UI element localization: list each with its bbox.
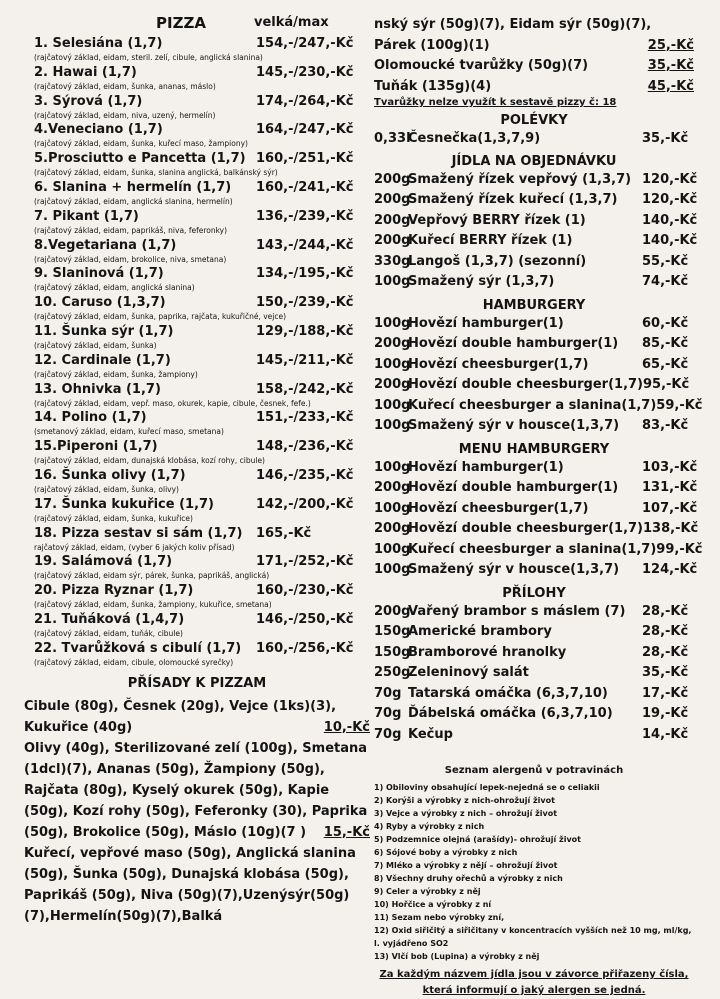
side-row	[374, 665, 694, 686]
pizza-price: 146,-/235,-Kč	[256, 467, 354, 483]
allergen-item: 2) Korýši a výrobky z nich-ohrožují život	[374, 796, 555, 805]
menu-burger-row	[374, 459, 698, 481]
menu-burger-name: Hovězí hamburger(1)	[408, 459, 564, 475]
order-title: JÍDLA NA OBJEDNÁVKU	[451, 153, 617, 169]
pizza-price: 146,-/250,-Kč	[256, 611, 354, 627]
pizza-ingredients: (rajčatový základ, eidam, vepř. maso, okurek, kapie, cibule, česnek, fefe.)	[34, 398, 311, 408]
side-name: Americké brambory	[408, 624, 552, 639]
pizza-ingredients: (rajčatový základ, eidam, šunka, žampiony, kukuřice, smetana)	[34, 600, 272, 610]
side-price: 35,-Kč	[642, 665, 689, 680]
pizza-title: PIZZA	[156, 14, 206, 32]
burger-price: 85,-Kč	[642, 336, 689, 351]
pizza-name: 11. Šunka sýr (1,7)	[34, 323, 174, 339]
pizza-item	[24, 122, 370, 151]
pizza-name: 21. Tuňáková (1,4,7)	[34, 611, 185, 627]
side-quantity: 70g	[374, 685, 402, 701]
pizza-line	[24, 180, 370, 197]
order-item-price: 140,-Kč	[642, 233, 698, 248]
additions-continued-text: nský sýr (50g)(7), Eidam sýr (50g)(7), Párek (100g)(1)	[374, 17, 652, 53]
menu-burger-price: 103,-Kč	[642, 459, 698, 475]
pizza-item	[24, 382, 370, 411]
pizza-ingredients: (rajčatový základ, eidam, anglická slanina)	[34, 283, 195, 293]
pizza-item	[24, 583, 370, 612]
additions-title: PŘÍSADY K PIZZAM	[127, 675, 267, 691]
menu-burger-price: 99,-Kč	[656, 541, 703, 557]
menu-burger-quantity: 100g	[374, 459, 411, 475]
sides-title: PŘÍLOHY	[502, 585, 566, 601]
side-price: 28,-Kč	[642, 624, 689, 639]
pizza-name: 2. Hawai (1,7)	[34, 64, 137, 80]
pizza-price: 165,-Kč	[256, 525, 312, 541]
pizza-name: 22. Tvarůžková s cibulí (1,7)	[34, 640, 242, 656]
tvaruzky-addition	[374, 56, 694, 77]
pizza-price: 151,-/233,-Kč	[256, 410, 354, 426]
additions-continued	[374, 14, 694, 56]
side-row	[374, 686, 694, 707]
side-row	[374, 706, 694, 727]
allergen-section	[374, 761, 694, 999]
pizza-line	[24, 151, 370, 168]
tuna-text: Tuňák (135g)(4)	[374, 78, 492, 94]
order-item-price: 74,-Kč	[642, 274, 689, 289]
pizza-ingredients: (rajčatový základ, eidam, dunajská klobása, kozí rohy, cibule)	[34, 456, 265, 466]
allergen-item: 12) Oxid siřičitý a siřičitany v koncentracích vyšších než 10 mg, ml/kg, l. vyjádřeno SO2	[374, 926, 692, 948]
pizza-item	[24, 526, 370, 555]
menu-burger-quantity: 100g	[374, 500, 411, 516]
pizza-line	[24, 36, 370, 53]
pizza-name: 14. Polino (1,7)	[34, 410, 147, 426]
pizza-name: 4.Veneciano (1,7)	[34, 122, 163, 138]
menu-burger-row	[374, 562, 698, 583]
pizza-line	[24, 583, 370, 600]
allergen-item: 1) Obiloviny obsahující lepek-nejedná se o celiakii	[374, 783, 600, 792]
pizza-line	[24, 238, 370, 255]
side-price: 17,-Kč	[642, 685, 689, 701]
menu-burger-quantity: 100g	[374, 562, 411, 577]
additions-group-3-text: Kuřecí, vepřové maso (50g), Anglická slanina (50g), Šunka (50g), Dunajská klobása (50g), Paprikáš (50g), Niva (50g)(7),Uzenýsýr(50g)(7),Hermelín(50g)(7),Balká	[24, 845, 356, 924]
order-item-quantity: 200g	[374, 212, 411, 228]
pizza-ingredients: (rajčatový základ, eidam, steril. zelí, cibule, anglická slanina)	[34, 53, 263, 62]
tvaruzky-text: Olomoucké tvarůžky (50g)(7)	[374, 58, 589, 73]
pizza-line	[24, 641, 370, 658]
menu-burger-list	[374, 459, 703, 583]
burger-quantity: 100g	[374, 315, 411, 331]
pizza-price: 136,-/239,-Kč	[256, 208, 354, 224]
additions-continued-price: 25,-Kč	[647, 38, 694, 53]
menu-burger-price: 124,-Kč	[642, 562, 698, 577]
allergen-item: 5) Podzemnice olejná (arašídy)- ohrožují život	[374, 835, 581, 844]
pizza-ingredients: (smetanový základ, eidam, kuřecí maso, smetana)	[34, 427, 224, 437]
tuna-price: 45,-Kč	[647, 78, 694, 94]
pizza-line	[24, 468, 370, 485]
pizza-ingredients: (rajčatový základ, eidam, šunka, kuřecí maso, žampiony)	[34, 139, 248, 149]
pizza-item	[24, 410, 370, 439]
burger-quantity: 200g	[374, 377, 411, 392]
pizza-name: 17. Šunka kukuřice (1,7)	[34, 496, 215, 512]
pizza-price: 164,-/247,-Kč	[256, 122, 354, 138]
pizza-name: 10. Caruso (1,3,7)	[34, 295, 166, 311]
allergen-item: 9) Celer a výrobky z něj	[374, 887, 481, 896]
soup-quantity: 0,33l	[374, 131, 411, 146]
tuna-addition	[374, 77, 694, 98]
pizza-line	[24, 612, 370, 629]
menu-burger-price: 131,-Kč	[642, 480, 698, 495]
pizza-name: 5.Prosciutto e Pancetta (1,7)	[34, 151, 246, 167]
pizza-item	[24, 36, 370, 65]
burger-price: 95,-Kč	[643, 377, 690, 392]
pizza-line	[24, 94, 370, 111]
menu-burger-name: Hovězí cheesburger(1,7)	[408, 500, 589, 516]
order-item-row	[374, 212, 698, 234]
pizza-name: 6. Slanina + hermelín (1,7)	[34, 179, 232, 195]
order-item-row	[374, 254, 694, 275]
order-item-quantity: 200g	[374, 192, 411, 207]
menu-burger-quantity: 100g	[374, 541, 411, 557]
pizza-line	[24, 410, 370, 427]
burger-row	[374, 316, 694, 337]
pizza-price: 148,-/236,-Kč	[256, 439, 354, 455]
soup-price: 35,-Kč	[642, 131, 689, 146]
right-column	[374, 0, 703, 999]
pizza-list	[24, 36, 370, 670]
pizza-price: 160,-/241,-Kč	[256, 179, 354, 195]
order-item-name: Smažený řízek vepřový (1,3,7)	[408, 171, 632, 187]
order-list	[374, 171, 698, 295]
order-item-price: 140,-Kč	[642, 212, 698, 228]
side-row	[374, 645, 694, 666]
pizza-item	[24, 238, 370, 267]
burger-quantity: 100g	[374, 356, 411, 372]
side-price: 19,-Kč	[642, 706, 689, 721]
side-row	[374, 727, 694, 748]
pizza-ingredients: (rajčatový základ, eidam, cibule, olomoucké syrečky)	[34, 657, 234, 667]
order-item-price: 55,-Kč	[642, 253, 689, 269]
pizza-price: 160,-/251,-Kč	[256, 151, 354, 167]
order-item-quantity: 200g	[374, 171, 411, 187]
menu-burger-quantity: 200g	[374, 480, 411, 495]
menu-burger-quantity: 200g	[374, 521, 411, 536]
burger-price: 59,-Kč	[656, 397, 703, 413]
allergen-item: 7) Mléko a výrobky z nějí – ohrožují život	[374, 861, 558, 870]
pizza-item	[24, 65, 370, 94]
allergen-item: 6) Sójové boby a výrobky z nich	[374, 848, 518, 857]
pizza-item	[24, 295, 370, 324]
pizza-name: 8.Vegetariana (1,7)	[34, 237, 177, 253]
burger-name: Hovězí double cheesburger(1,7)	[408, 377, 643, 392]
additions-group-1-price: 10,-Kč	[323, 719, 370, 735]
menu-burger-name: Hovězí double hamburger(1)	[408, 480, 619, 495]
burger-name: Smažený sýr v housce(1,3,7)	[408, 418, 620, 433]
additions-group-3	[24, 843, 370, 927]
pizza-item	[24, 94, 370, 123]
pizza-item	[24, 151, 370, 180]
pizza-ingredients: rajčatový základ, eidam, (vyber 6 jakých koliv přísad)	[34, 542, 235, 552]
pizza-item	[24, 612, 370, 641]
pizza-header	[24, 14, 370, 36]
pizza-item	[24, 497, 370, 526]
pizza-price: 154,-/247,-Kč	[256, 36, 354, 51]
burger-title: HAMBURGERY	[482, 297, 586, 313]
pizza-item	[24, 554, 370, 583]
pizza-ingredients: (rajčatový základ, eidam, šunka, olivy)	[34, 484, 179, 494]
pizza-item	[24, 468, 370, 497]
side-price: 28,-Kč	[642, 644, 689, 660]
pizza-line	[24, 353, 370, 370]
pizza-price: 174,-/264,-Kč	[256, 93, 354, 109]
menu-burger-name: Kuřecí cheesburger a slanina(1,7)	[408, 541, 657, 557]
pizza-ingredients: (rajčatový základ, eidam, šunka, paprika, rajčata, kukuřičné, vejce)	[34, 312, 287, 322]
side-price: 28,-Kč	[642, 603, 689, 619]
pizza-price: 160,-/256,-Kč	[256, 640, 354, 656]
order-item-price: 120,-Kč	[642, 192, 698, 207]
burger-row	[374, 336, 694, 357]
burger-name: Hovězí hamburger(1)	[408, 315, 564, 331]
pizza-name: 15.Piperoni (1,7)	[34, 439, 158, 455]
order-item-row	[374, 171, 698, 193]
side-quantity: 200g	[374, 603, 411, 619]
burger-row	[374, 397, 703, 419]
side-name: Bramborové hranolky	[408, 644, 567, 660]
pizza-name: 3. Sýrová (1,7)	[34, 93, 143, 109]
soup-row	[374, 131, 694, 152]
pizza-name: 7. Pikant (1,7)	[34, 208, 139, 224]
pizza-price: 171,-/252,-Kč	[256, 554, 354, 570]
pizza-item	[24, 266, 370, 295]
pizza-item	[24, 180, 370, 209]
pizza-line	[24, 497, 370, 514]
side-name: Ďábelská omáčka (6,3,7,10)	[408, 706, 613, 721]
pizza-name: 12. Cardinale (1,7)	[34, 352, 171, 368]
pizza-ingredients: (rajčatový základ, eidam, šunka, žampiony)	[34, 369, 198, 379]
pizza-ingredients: (rajčatový základ, eidam, brokolice, niva, smetana)	[34, 254, 227, 264]
burger-price: 83,-Kč	[642, 418, 689, 433]
burger-row	[374, 377, 694, 398]
soups-list	[374, 131, 694, 152]
order-item-price: 120,-Kč	[642, 171, 698, 187]
burger-price: 60,-Kč	[642, 315, 689, 331]
side-quantity: 70g	[374, 726, 402, 742]
order-item-name: Smažený sýr (1,3,7)	[408, 274, 555, 289]
side-row	[374, 604, 694, 625]
pizza-name: 13. Ohnivka (1,7)	[34, 381, 161, 397]
pizza-item	[24, 353, 370, 382]
pizza-price: 143,-/244,-Kč	[256, 237, 354, 253]
pizza-ingredients: (rajčatový základ, eidam, šunka, ananas, máslo)	[34, 81, 216, 91]
pizza-line	[24, 439, 370, 456]
pizza-ingredients: (rajčatový základ, eidam, niva, uzený, hermelín)	[34, 110, 216, 120]
tvaruzky-price: 35,-Kč	[647, 58, 694, 73]
pizza-name: 1. Selesiána (1,7)	[34, 36, 163, 51]
menu-burger-name: Smažený sýr v housce(1,3,7)	[408, 562, 620, 577]
pizza-line	[24, 209, 370, 226]
pizza-line	[24, 122, 370, 139]
pizza-ingredients: (rajčatový základ, eidam, šunka, kukuřice)	[34, 513, 193, 523]
pizza-line	[24, 526, 370, 543]
burger-name: Hovězí double hamburger(1)	[408, 336, 619, 351]
pizza-line	[24, 324, 370, 341]
menu-burger-row	[374, 480, 698, 501]
allergen-title: Seznam alergenů v potravinách	[444, 765, 624, 776]
pizza-note: Tvarůžky nelze využít k sestavě pizzy č: 18	[374, 97, 617, 108]
order-item-row	[374, 233, 698, 254]
pizza-item	[24, 209, 370, 238]
additions-group-2-price: 15,-Kč	[323, 824, 370, 840]
burger-name: Hovězí cheesburger(1,7)	[408, 356, 589, 372]
allergen-item: 13) Vlčí bob (Lupina) a výrobky z něj	[374, 952, 540, 961]
pizza-price: 160,-/230,-Kč	[256, 583, 354, 599]
order-item-name: Langoš (1,3,7) (sezonní)	[408, 253, 587, 269]
allergen-item: 3) Vejce a výrobky z nich – ohrožují život	[374, 809, 558, 818]
burger-quantity: 100g	[374, 397, 411, 413]
pizza-ingredients: (rajčatový základ, eidam, šunka)	[34, 340, 157, 350]
pizza-line	[24, 266, 370, 283]
additions-group-1-text: Cibule (80g), Česnek (20g), Vejce (1ks)(3), Kukuřice (40g)	[24, 698, 337, 735]
soups-title: POLÉVKY	[500, 113, 568, 128]
pizza-item	[24, 641, 370, 670]
order-item-quantity: 100g	[374, 274, 411, 289]
pizza-ingredients: (rajčatový základ, eidam, anglická slanina, hermelín)	[34, 196, 233, 206]
left-column	[24, 0, 370, 927]
side-quantity: 70g	[374, 706, 402, 721]
pizza-price: 129,-/188,-Kč	[256, 323, 354, 339]
side-quantity: 150g	[374, 624, 411, 639]
order-item-quantity: 330g	[374, 253, 411, 269]
pizza-ingredients: (rajčatový základ, eidam, paprikáš, niva, feferonky)	[34, 225, 228, 235]
pizza-line	[24, 382, 370, 399]
menu-burger-row	[374, 500, 698, 522]
pizza-price: 145,-/230,-Kč	[256, 64, 354, 80]
pizza-item	[24, 324, 370, 353]
order-item-row	[374, 274, 694, 295]
order-item-name: Smažený řízek kuřecí (1,3,7)	[408, 192, 618, 207]
soup-name: Česnečka(1,3,7,9)	[408, 131, 541, 146]
pizza-line	[24, 295, 370, 312]
order-item-name: Kuřecí BERRY řízek (1)	[408, 233, 573, 248]
side-quantity: 150g	[374, 644, 411, 660]
allergen-item: 8) Všechny druhy ořechů a výrobky z nich	[374, 874, 563, 883]
burger-list	[374, 315, 703, 439]
menu-burger-price: 107,-Kč	[642, 500, 698, 516]
burger-quantity: 100g	[374, 418, 411, 433]
additions-group-1	[24, 696, 370, 738]
side-name: Zeleninový salát	[408, 665, 529, 680]
pizza-item	[24, 439, 370, 468]
pizza-name: 19. Salámová (1,7)	[34, 554, 173, 570]
order-item-quantity: 200g	[374, 233, 411, 248]
allergen-item: 10) Hořčice a výrobky z ní	[374, 900, 492, 909]
pizza-line	[24, 65, 370, 82]
pizza-price: 145,-/211,-Kč	[256, 352, 354, 368]
pizza-price: 150,-/239,-Kč	[256, 295, 354, 311]
menu-burger-title: MENU HAMBURGERY	[458, 441, 610, 457]
allergen-item: 4) Ryby a výrobky z nich	[374, 822, 485, 831]
menu-burger-row	[374, 541, 703, 563]
burger-name: Kuřecí cheesburger a slanina(1,7)	[408, 397, 657, 413]
pizza-name: 20. Pizza Ryznar (1,7)	[34, 583, 194, 599]
pizza-name: 9. Slaninová (1,7)	[34, 266, 164, 282]
menu-burger-price: 138,-Kč	[643, 521, 699, 536]
order-item-row	[374, 192, 698, 213]
additions-group-2-text: Olivy (40g), Sterilizované zelí (100g), Smetana (1dcl)(7), Ananas (50g), Žampiony (50g), Rajčata (80g), Kyselý okurek (50g), Kapie (50g), Kozí rohy (50g), Feferonky (30), Paprika (50g), Brokolice (50g), Máslo (10g)(7 )	[24, 740, 368, 840]
allergen-footer-2: která informují o jaký alergen se jedná.	[422, 985, 646, 996]
menu-burger-row	[374, 521, 699, 542]
pizza-line	[24, 554, 370, 571]
sides-list	[374, 604, 694, 748]
side-name: Kečup	[408, 726, 453, 742]
side-quantity: 250g	[374, 665, 411, 680]
burger-row	[374, 357, 694, 378]
side-price: 14,-Kč	[642, 726, 689, 742]
pizza-name: 16. Šunka olivy (1,7)	[34, 467, 186, 483]
pizza-price: 134,-/195,-Kč	[256, 266, 354, 282]
order-item-name: Vepřový BERRY řízek (1)	[408, 212, 586, 228]
pizza-name: 18. Pizza sestav si sám (1,7)	[34, 525, 243, 541]
burger-quantity: 200g	[374, 336, 411, 351]
size-header: velká/max	[254, 15, 329, 30]
pizza-ingredients: (rajčatový základ, eidam sýr, párek, šunka, paprikáš, anglická)	[34, 571, 270, 581]
pizza-price: 158,-/242,-Kč	[256, 381, 354, 397]
side-name: Tatarská omáčka (6,3,7,10)	[408, 685, 608, 701]
allergen-item: 11) Sezam nebo výrobky zní,	[374, 913, 505, 922]
pizza-ingredients: (rajčatový základ, eidam, šunka, slanina anglická, balkánský sýr)	[34, 168, 278, 178]
side-row	[374, 624, 694, 645]
allergen-list	[374, 781, 694, 963]
additions-group-2	[24, 738, 370, 843]
pizza-ingredients: (rajčatový základ, eidam, tuňák, cibule)	[34, 628, 183, 638]
pizza-price: 142,-/200,-Kč	[256, 496, 354, 512]
burger-price: 65,-Kč	[642, 356, 689, 372]
menu-burger-name: Hovězí double cheesburger(1,7)	[408, 521, 643, 536]
allergen-footer-1: Za každým názvem jídla jsou v závorce přiřazeny čísla,	[379, 969, 689, 980]
burger-row	[374, 418, 694, 439]
side-name: Vařený brambor s máslem (7)	[408, 603, 626, 619]
